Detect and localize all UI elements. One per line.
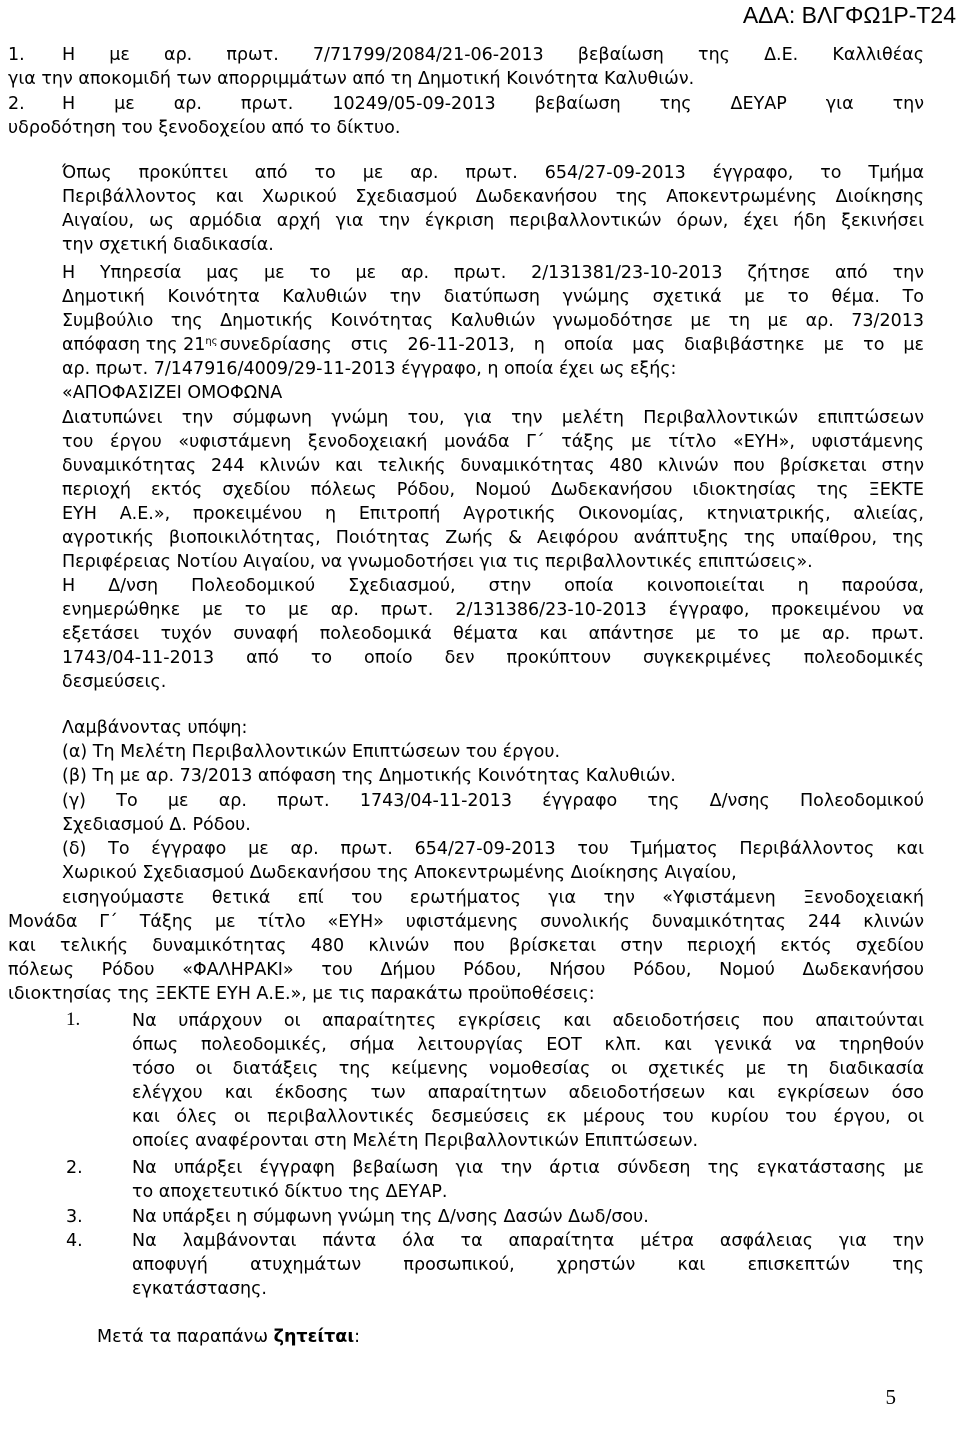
body-line: Δημοτική Κοινότητα Καλυθιών την διατύπωση γνώμης σχετικά με το θέμα. Το (62, 287, 924, 307)
condition-line: και όλες οι περιβαλλοντικές δεσμεύσεις εκ μέρους του κυρίου του έργου, οι (132, 1107, 924, 1127)
body-line: Η Υπηρεσία μας με το με αρ. πρωτ. 2/131381/23-10-2013 ζήτησε από την (62, 263, 924, 283)
condition-number: 1. (66, 1009, 81, 1030)
ref-number: 1. (8, 45, 25, 65)
line-rest: συνεδρίασης στις 26-11-2013, η οποία μας διαβιβάστηκε με το με (219, 335, 924, 355)
body-line: Περιφέρειας Νοτίου Αιγαίου, να γνωμοδοτήσει για τις περιβαλλοντικές επιπτώσεις». (62, 552, 813, 572)
proposal-line: και τελικής δυναμικότητας 480 κλινών που βρίσκεται στην περιοχή εκτός σχεδίου (8, 936, 924, 956)
body-line: περιοχή εκτός σχεδίου πόλεως Ρόδου, Νομού Δωδεκανήσου ιδιοκτησίας της ΞΕΚΤΕ (62, 480, 924, 500)
considering-item: (β) Τη με αρ. 73/2013 απόφαση της Δημοτικής Κοινότητας Καλυθιών. (62, 766, 676, 786)
condition-line: το αποχετευτικό δίκτυο της ΔΕΥΑΡ. (132, 1182, 448, 1202)
condition-line: ελέγχου και έκδοσης των απαραίτητων αδειοδοτήσεων και εγκρίσεων όσο (132, 1083, 924, 1103)
ref-number: 2. (8, 94, 25, 114)
body-line: Η Δ/νση Πολεοδομικού Σχεδιασμού, στην οποία κοινοποιείται η παρούσα, (62, 576, 924, 596)
considering-title: Λαμβάνοντας υπόψη: (62, 718, 248, 738)
considering-item: Σχεδιασμού Δ. Ρόδου. (62, 815, 251, 835)
closing-bold: ζητείται (273, 1327, 355, 1347)
condition-number: 2. (66, 1158, 83, 1178)
condition-line: Να υπάρξει η σύμφωνη γνώμη της Δ/νσης Δασών Δωδ/σου. (132, 1207, 649, 1227)
body-line: δυναμικότητας 244 κλινών και τελικής δυναμικότητας 480 κλινών που βρίσκεται στην (62, 456, 924, 476)
body-line: εξετάσει τυχόν συναφή πολεοδομικά θέματα και απάντησε με το με αρ. πρωτ. (62, 624, 924, 644)
considering-item: (δ) Το έγγραφο με αρ. πρωτ. 654/27-09-2013 του Τμήματος Περιβάλλοντος και (62, 839, 924, 859)
ref-line: Η με αρ. πρωτ. 10249/05-09-2013 βεβαίωση της ΔΕΥΑΡ για την (62, 94, 924, 114)
body-line: «ΑΠΟΦΑΣΙΖΕΙ ΟΜΟΦΩΝΑ (62, 383, 283, 403)
proposal-line: Μονάδα Γ΄ Τάξης με τίτλο «ΕΥΗ» υφιστάμενης συνολικής δυναμικότητας 244 κλινών (8, 912, 924, 932)
condition-line: όπως πολεοδομικές, σήμα λειτουργίας ΕΟΤ κλπ. και γενικά να τηρηθούν (132, 1035, 924, 1055)
body-line (62, 333, 924, 357)
considering-item: (γ) Το με αρ. πρωτ. 1743/04-11-2013 έγγραφο της Δ/νσης Πολεοδομικού (62, 791, 924, 811)
body-line: Συμβούλιο της Δημοτικής Κοινότητας Καλυθιών γνωμοδότησε με τη με αρ. 73/2013 (62, 311, 924, 331)
condition-number: 4. (66, 1231, 83, 1251)
body-line: του έργου «υφιστάμενη ξενοδοχειακή μονάδα Γ΄ τάξης με τίτλο «ΕΥΗ», υφιστάμενης (62, 432, 924, 452)
ref-line: για την αποκομιδή των απορριμμάτων από τη Δημοτική Κοινότητα Καλυθιών. (8, 69, 695, 89)
considering-item: Χωρικού Σχεδιασμού Δωδεκανήσου της Αποκεντρωμένης Διοίκησης Αιγαίου, (62, 863, 737, 883)
body-line: δεσμεύσεις. (62, 672, 167, 692)
body-line: Όπως προκύπτει από το με αρ. πρωτ. 654/27-09-2013 έγγραφο, το Τμήμα (62, 163, 924, 183)
condition-line: Να υπάρξει έγγραφη βεβαίωση για την άρτια σύνδεση της εγκατάστασης με (132, 1158, 924, 1178)
ref-line: υδροδότηση του ξενοδοχείου από το δίκτυο. (8, 118, 401, 138)
body-line: Περιβάλλοντος και Χωρικού Σχεδιασμού Δωδεκανήσου της Αποκεντρωμένης Διοίκησης (62, 187, 924, 207)
body-line: την σχετική διαδικασία. (62, 235, 274, 255)
body-line: ενημερώθηκε με το με αρ. πρωτ. 2/131386/23-10-2013 έγγραφο, προκειμένου να (62, 600, 924, 620)
condition-line: οποίες αναφέρονται στη Μελέτη Περιβαλλοντικών Επιπτώσεων. (132, 1131, 699, 1151)
line-start: απόφαση της $21^{\eta\varsigma}$ (62, 335, 218, 355)
ref-line: Η με αρ. πρωτ. 7/71799/2084/21-06-2013 βεβαίωση της Δ.Ε. Καλλιθέας (62, 45, 924, 65)
proposal-line: πόλεως Ρόδου «ΦΑΛΗΡΑΚΙ» του Δήμου Ρόδου, Νήσου Ρόδου, Νομού Δωδεκανήσου (8, 960, 924, 980)
closing-line: Μετά τα παραπάνω ζητείται: (97, 1327, 361, 1347)
body-line: Αιγαίου, ως αρμόδια αρχή για την έγκριση περιβαλλοντικών όρων, έχει ήδη ξεκινήσει (62, 211, 924, 231)
body-line: αρ. πρωτ. 7/147916/4009/29-11-2013 έγγραφο, η οποία έχει ως εξής: (62, 359, 677, 379)
considering-item: (α) Τη Μελέτη Περιβαλλοντικών Επιπτώσεων του έργου. (62, 742, 561, 762)
condition-line: αποφυγή ατυχημάτων προσωπικού, χρηστών και επισκεπτών της (132, 1255, 924, 1275)
page-number: 5 (885, 1385, 896, 1409)
condition-number: 3. (66, 1207, 83, 1227)
proposal-line: εισηγούμαστε θετικά επί του ερωτήματος για την «Υφιστάμενη Ξενοδοχειακή (62, 888, 924, 908)
condition-line: τόσο οι διατάξεις της κείμενης νομοθεσίας οι σχετικές με τη διαδικασία (132, 1059, 924, 1079)
ada-header: ΑΔΑ: ΒΛΓΦΩ1Ρ-Τ24 (742, 2, 956, 28)
body-line: ΕΥΗ Α.Ε.», προκειμένου η Επιτροπή Αγροτικής Οικονομίας, κτηνιατρικής, αλιείας, (62, 504, 924, 524)
condition-line: εγκατάστασης. (132, 1279, 267, 1299)
condition-line: Να λαμβάνονται πάντα όλα τα απαραίτητα μέτρα ασφάλειας για την (132, 1231, 924, 1251)
body-line: 1743/04-11-2013 από το οποίο δεν προκύπτουν συγκεκριμένες πολεοδομικές (62, 648, 924, 668)
body-line: Διατυπώνει την σύμφωνη γνώμη του, για την μελέτη Περιβαλλοντικών επιπτώσεων (62, 408, 924, 428)
condition-line: Να υπάρχουν οι απαραίτητες εγκρίσεις και αδειοδοτήσεις που απαιτούνται (132, 1011, 924, 1031)
body-line: αγροτικής βιοποικιλότητας, Ποιότητας Ζωής & Αειφόρου ανάπτυξης της υπαίθρου, της (62, 528, 924, 548)
proposal-line: ιδιοκτησίας της ΞΕΚΤΕ ΕΥΗ Α.Ε.», με τις παρακάτω προϋποθέσεις: (8, 984, 595, 1004)
